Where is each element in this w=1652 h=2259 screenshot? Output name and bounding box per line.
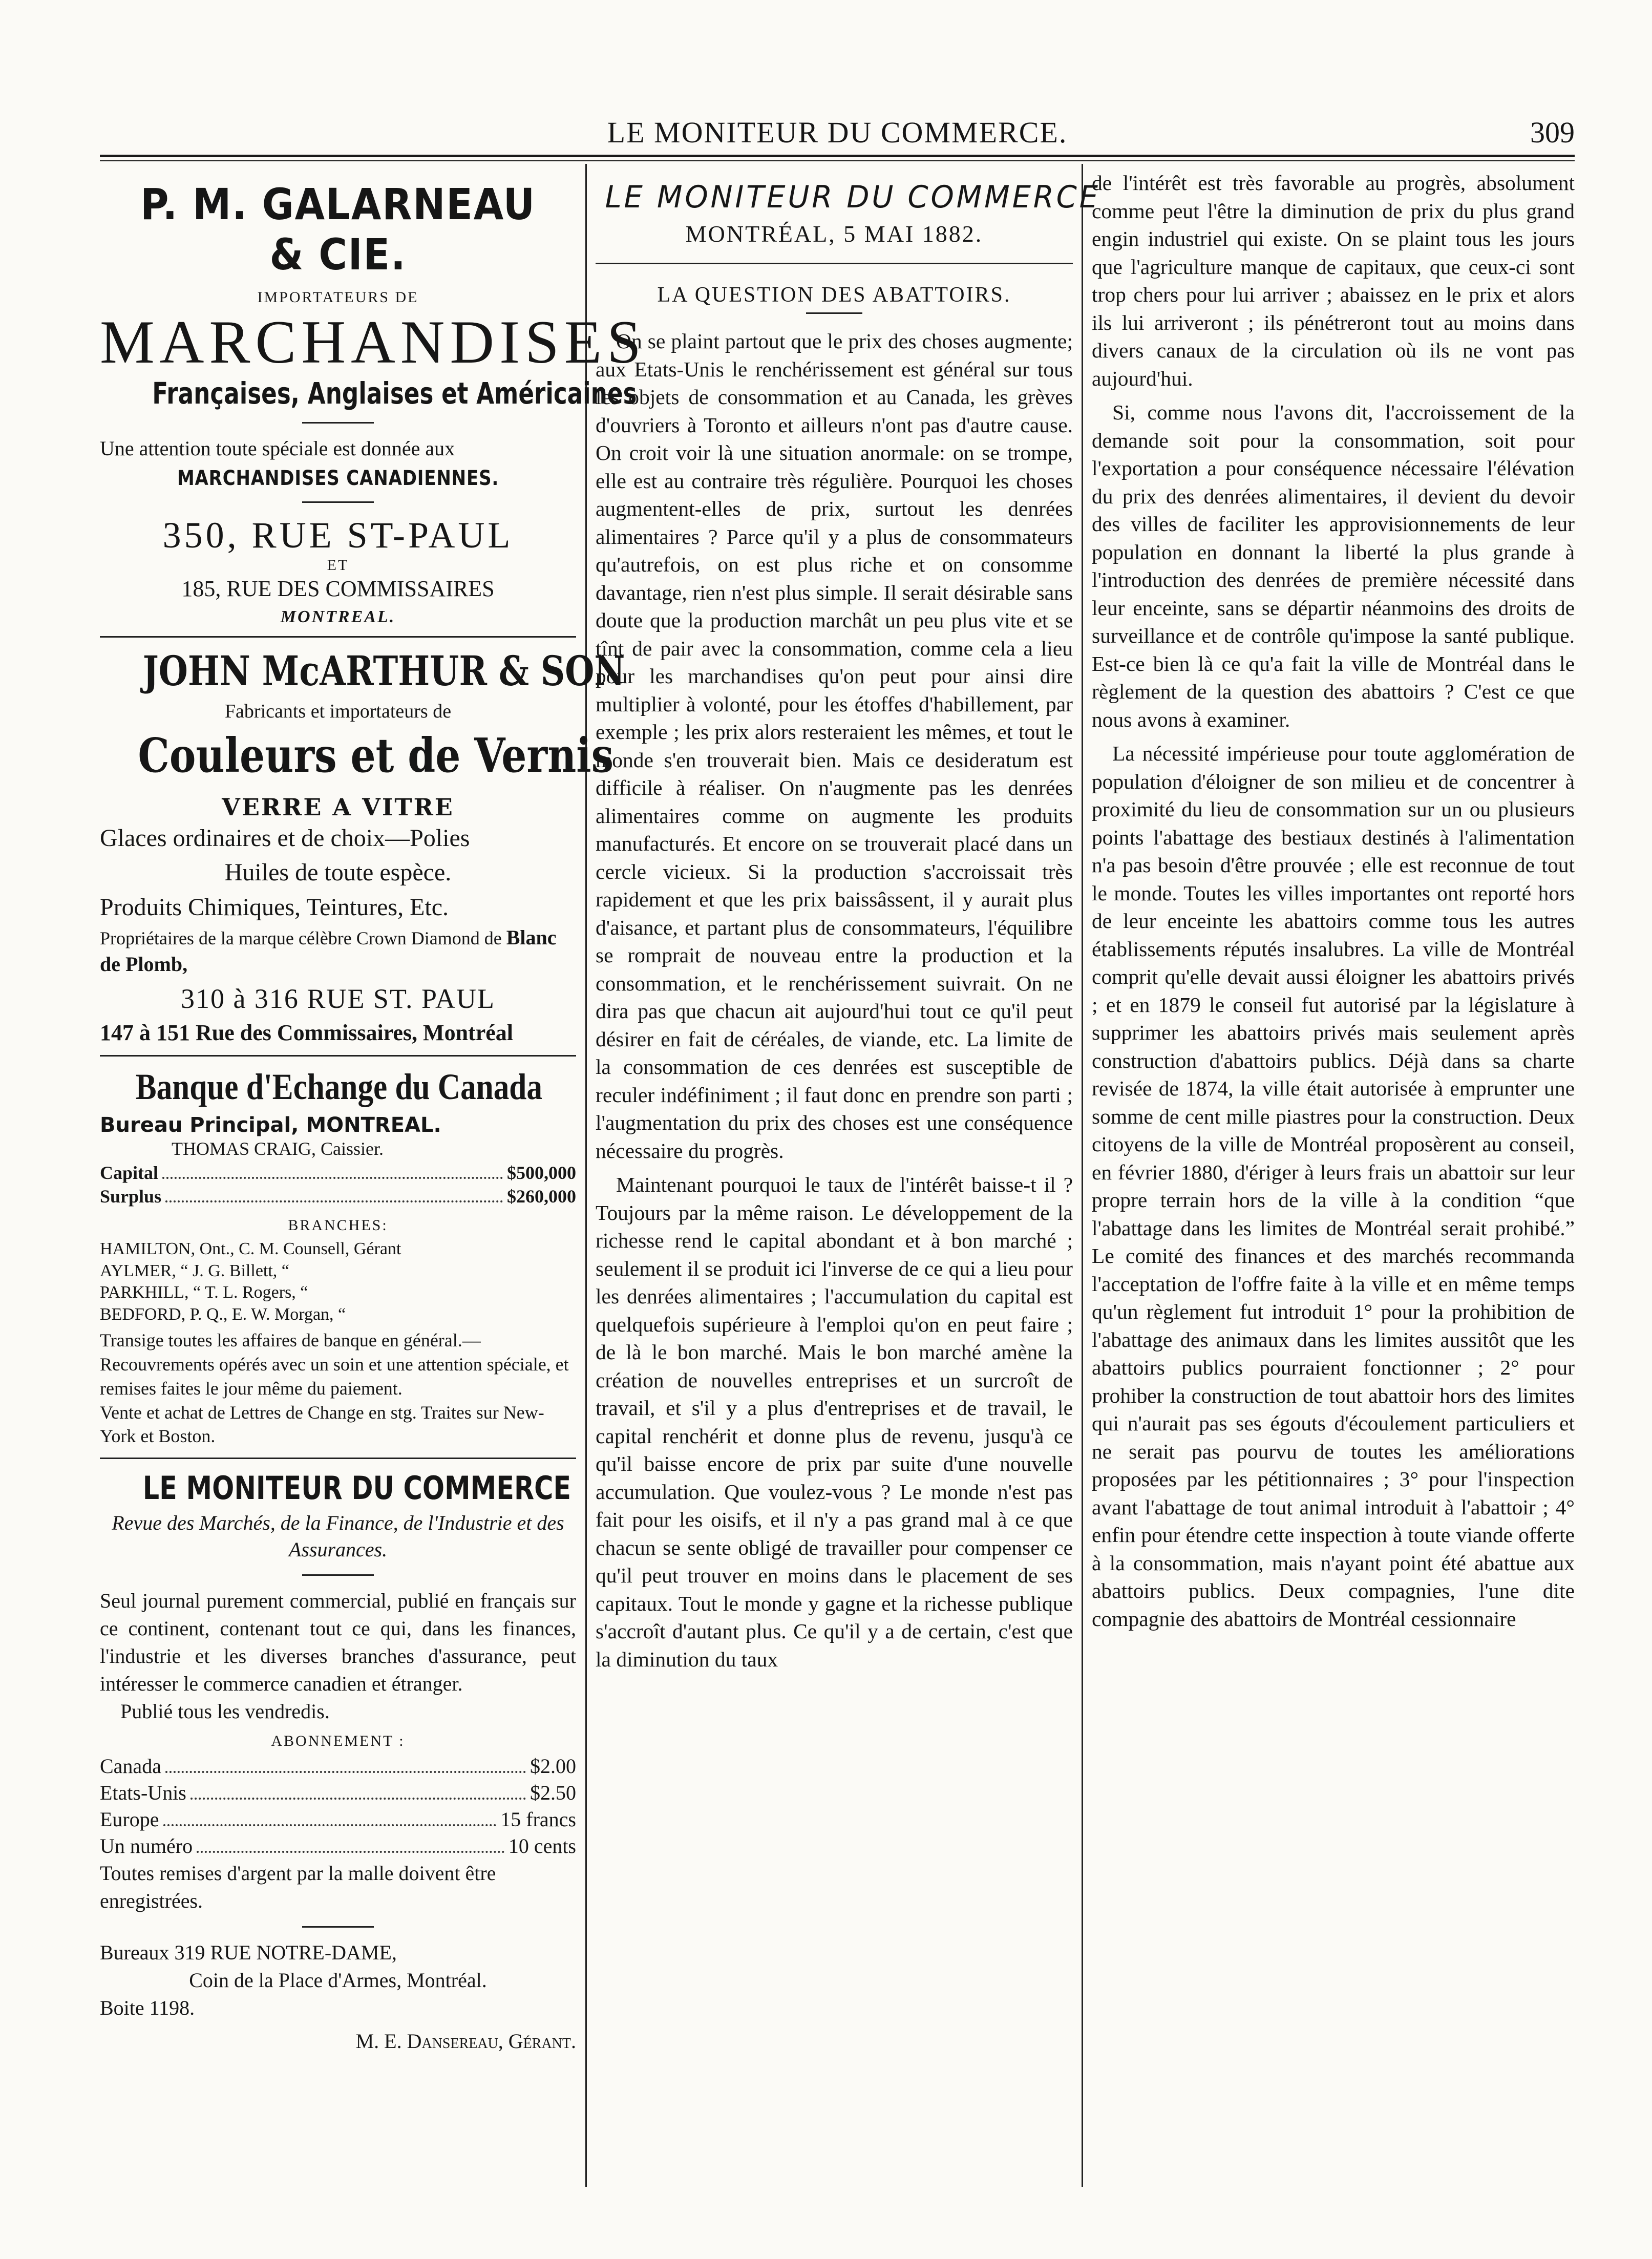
divider xyxy=(100,1458,576,1459)
divider xyxy=(806,312,862,314)
ad-address: 350, RUE ST-PAUL xyxy=(162,515,514,556)
price-row xyxy=(100,1833,576,1860)
ad-box: Boite 1198. xyxy=(100,1996,195,2020)
dot-leader xyxy=(165,1771,526,1773)
header-rule xyxy=(100,155,1575,161)
advertisement-column xyxy=(100,169,646,2197)
ad-title: LE MONITEUR DU COMMERCE xyxy=(142,1469,571,1507)
article-title: LA QUESTION DES ABATTOIRS. xyxy=(657,283,1011,307)
price-row xyxy=(100,1780,576,1806)
price-label: Etats-Unis xyxy=(100,1781,186,1805)
article-column-2 xyxy=(1092,169,1575,2197)
masthead: LE MONITEUR DU COMMERCE xyxy=(605,179,1100,215)
ad-text: Une attention toute spéciale est donnée aux xyxy=(100,437,455,460)
ad-tagline: IMPORTATEURS DE xyxy=(257,289,419,306)
ad-surplus-row xyxy=(100,1185,576,1209)
price-row xyxy=(100,1753,576,1780)
ad-city: MONTREAL. xyxy=(280,607,396,627)
ad-subheadline: Françaises, Anglaises et Américaines xyxy=(152,376,637,411)
ad-text xyxy=(100,924,576,978)
branches-heading: BRANCHES: xyxy=(288,1217,388,1234)
divider xyxy=(596,263,1073,264)
column-rule xyxy=(1082,164,1083,2187)
branch-line: AYLMER, “ J. G. Billett, “ xyxy=(100,1261,289,1280)
article-paragraph: La nécessité impérieuse pour toute agglomération de population d'éloigner de son milieu et de concentrer à proximité du lieu de consommation sur un ou plusieurs points l'abattage des bestiaux destinés à l'alimentation n'a pas besoin d'être prouvée ; elle est reconnue de tout le monde. Toutes les villes importantes ont reporté hors de leur enceinte les abattoirs comme tous les autres établissements réputés insalubres. La ville de Montréal comprit qu'elle devait aussi éloigner les abattoirs privés ; et en 1879 le conseil fut autorisé par la législature à supprimer les abattoirs privés mais seulement après construction d'abattoirs publics. Déjà dans sa charte revisée de 1874, la ville était autorisée à emprunter une somme de cent mille piastres pour la construction. Deux citoyens de la ville de Montréal proposèrent au conseil, en février 1880, d'ériger à leurs frais un abattoir sur leur propre terrain hors de la ville à la condition “que l'abattage dans les limites de Montréal serait prohibé.” Le comité des finances et des marchés recommanda l'acceptation de l'offre faite à la ville et en même temps qu'un règlement fut introduit 1° pour la prohibition de l'abattage des animaux dans les limites aussitôt que les abattoirs publics pourraient fonctionner ; 2° pour prohiber la construction de tout abattoir hors des limites qui n'aurait pas ses égouts d'écoulement particuliers et ne serait pas pourvu de toutes les améliorations proposées par les pétitionnaires ; 3° pour l'inspection avant l'abattage de tout animal introduit à l'abattoir ; 4° enfin pour étendre cette inspection à toute viande offerte à la consommation, mais n'ayant point été abattue aux abattoirs publics. Deux compagnies, l'une dite compagnie des abattoirs de Montréal cessionnaire xyxy=(1092,742,1575,1631)
ad-address: 147 à 151 Rue des Commissaires, Montréal xyxy=(100,1020,513,1045)
ad-text-bold: MARCHANDISES CANADIENNES. xyxy=(177,467,499,490)
ad-text: Huiles de toute espèce. xyxy=(224,859,452,886)
ad-galarneau xyxy=(100,179,646,627)
column-rule xyxy=(585,164,587,2187)
dot-leader xyxy=(197,1851,504,1853)
branch-line: BEDFORD, P. Q., E. W. Morgan, “ xyxy=(100,1304,346,1324)
price-row xyxy=(100,1806,576,1833)
ad-text: Transige toutes les affaires de banque en général.—Recouvrements opérés avec un soin et une attention spéciale, et remises faites le jour même du paiement. xyxy=(100,1330,569,1399)
ad-tagline: Fabricants et importateurs de xyxy=(224,701,452,723)
ad-firm-name: P. M. GALARNEAU & CIE. xyxy=(140,179,536,280)
running-head xyxy=(100,115,1575,156)
ad-text: Glaces ordinaires et de choix—Polies xyxy=(100,825,470,852)
article-column-1 xyxy=(596,169,1100,2197)
ad-bank-office: Bureau Principal, MONTREAL. xyxy=(100,1113,441,1137)
ad-address: 310 à 316 RUE ST. PAUL xyxy=(180,983,496,1014)
article-paragraph: Maintenant pourquoi le taux de l'intérêt baisse-t il ? Toujours par la même raison. Le développement de la richesse rend le capital abondant et à bon marché ; seulement il se produit ici l'inverse de ce qui a lieu pour les denrées alimentaires ; l'accumulation du capital est quelquefois supérieure à l'emploi qu'on en peut faire ; de là le bon marché. Mais le bon marché amène la création de nouvelles entreprises et un surcroît de travail, et s'il y a plus d'entreprises et de travail, le capital renchérit et donne plus de revenu, jusqu'à ce qu'il baisse encore de prix par suite d'une nouvelle accumulation. Que voulez-vous ? Le monde n'est pas fait pour les oisifs, et il n'y a pas grand mal à ce que chacun se sente obligé de travailler pour compenser ce qu'il peut trouver en moins dans le placement de ses capitaux. Tout le monde y gagne et la richesse publique s'accroît d'autant plus. Ce qu'il y a de certain, c'est que la diminution du taux xyxy=(596,1173,1073,1671)
dot-leader xyxy=(163,1824,497,1826)
ad-bank-name: Banque d'Echange du Canada xyxy=(135,1066,542,1107)
price-label: Europe xyxy=(100,1808,159,1831)
surplus-label: Surplus xyxy=(100,1186,162,1207)
ad-headline: MARCHANDISES xyxy=(100,308,646,376)
article-paragraph: de l'intérêt est très favorable au progrès, absolument comme peut l'être la diminution de prix du plus grand engin industriel qui existe. On se plaint tous les jours que l'agriculture manque de capitaux, que ceux-ci sont trop chers pour lui arriver ; abaissez en le prix et alors ils lui arriveront ; ils pénétreront tout au moins dans divers canaux de la circulation où ils ne vont pas aujourd'hui. xyxy=(1092,171,1575,390)
ad-capital-row xyxy=(100,1161,576,1185)
ad-banque xyxy=(100,1066,576,1448)
ad-mcarthur xyxy=(100,647,625,1046)
price-value: 15 francs xyxy=(500,1808,576,1831)
surplus-value: $260,000 xyxy=(507,1186,576,1207)
divider xyxy=(302,1574,374,1576)
ad-firm-name: JOHN McARTHUR & SON xyxy=(142,647,625,695)
ad-manager: M. E. Dansereau, Gérant. xyxy=(355,2030,576,2053)
ad-subtitle: Revue des Marchés, de la Finance, de l'Industrie et des Assurances. xyxy=(112,1511,564,1561)
price-value: $2.50 xyxy=(530,1781,576,1805)
branch-line: HAMILTON, Ont., C. M. Counsell, Gérant xyxy=(100,1239,401,1259)
ad-text: Produits Chimiques, Teintures, Etc. xyxy=(100,893,449,921)
ad-headline: Couleurs et de Vernis xyxy=(138,728,614,784)
branch-line: PARKHILL, “ T. L. Rogers, “ xyxy=(100,1283,308,1302)
ad-subheadline: VERRE A VITRE xyxy=(222,793,454,821)
article-paragraph: Si, comme nous l'avons dit, l'accroissement de la demande soit pour la consommation, soit pour l'exportation a pour conséquence nécessaire l'élévation du prix des denrées alimentaires, il devient du devoir des villes de faciliter les approvisionnements de leur population en donnant la liberté la plus grande à l'introduction des denrées de première nécessité dans leur enceinte, sans se départir néanmoins des droits de surveillance et de contrôle qu'impose la santé publique. Est-ce bien là ce qu'a fait la ville de Montréal dans le règlement de la question des abattoirs ? C'est ce que nous avons à examiner. xyxy=(1092,400,1575,731)
price-label: Un numéro xyxy=(100,1834,193,1858)
ad-text: Publié tous les vendredis. xyxy=(120,1700,330,1723)
divider xyxy=(302,422,374,424)
ad-address: Bureaux 319 RUE NOTRE-DAME, xyxy=(100,1941,397,1965)
article-paragraph: On se plaint partout que le prix des choses augmente; aux Etats-Unis le renchérissement est général sur tous les objets de consommation et au Canada, les grèves d'ouvriers à Toronto et ailleurs n'ont pas d'autre cause. On croit voir là une situation anormale: on se trompe, elle est au contraire très régulière. Pourquoi les choses augmentent-elles de prix, surtout les denrées alimentaires ? Parce qu'il y a plus de consommateurs qu'autrefois, on est plus riche et on consomme davantage, rien n'est plus simple. Il serait désirable sans doute que la production marchât un peu plus vite et se tînt de pair avec la consommation, comme cela a lieu pour les marchandises qu'on peut pour ainsi dire multiplier à volonté, pour les étoffes d'habillement, par exemple ; les prix alors resteraient les mêmes, et tout le monde s'en trouverait bien. Mais ce desideratum est difficile à réaliser. On n'augmente pas les denrées alimentaires comme on augmente les produits manufacturés. Et encore on se trouverait placé dans un cercle vicieux. Si la production s'accroissait très rapidement et que les prix baissâssent, il y aurait plus d'aisance, et partant plus de consommateurs, l'équilibre se romprait de nouveau entre la production et la consommation, et le renchérissement suivrait. On ne dira pas que chacun ait aujourd'hui tout ce qu'il peut désirer en fait de céréales, de viande, etc. La limite de la consommation de ces denrées est susceptible de reculer indéfiniment ; il faut donc en prendre son parti ; l'augmentation du prix des choses est une conséquence nécessaire du progrès. xyxy=(596,329,1073,1163)
divider xyxy=(302,501,374,503)
ad-address: Coin de la Place d'Armes, Montréal. xyxy=(189,1969,487,1992)
price-value: $2.00 xyxy=(530,1755,576,1778)
ad-address: 185, RUE DES COMMISSAIRES xyxy=(181,576,495,601)
price-label: Canada xyxy=(100,1755,161,1778)
running-title: LE MONITEUR DU COMMERCE. xyxy=(607,116,1068,149)
ad-moniteur xyxy=(100,1469,576,2053)
divider xyxy=(100,1055,576,1057)
ad-brand: Blanc de Plomb, xyxy=(100,925,557,976)
subscription-heading: ABONNEMENT : xyxy=(271,1733,405,1750)
divider xyxy=(302,1926,374,1928)
dateline: MONTRÉAL, 5 MAI 1882. xyxy=(685,221,983,247)
ad-text-part: Propriétaires de la marque célèbre Crown Diamond de xyxy=(100,927,502,948)
capital-label: Capital xyxy=(100,1162,159,1183)
capital-value: $500,000 xyxy=(507,1162,576,1183)
ad-text: Seul journal purement commercial, publié en français sur ce continent, contenant tout ce qui, dans les finances, l'industrie et les diverses branches d'assurance, peut intéresser le commerce canadien et étranger. xyxy=(100,1589,576,1696)
dot-leader xyxy=(165,1200,503,1202)
dot-leader xyxy=(190,1798,526,1800)
ad-text: Vente et achat de Lettres de Change en stg. Traites sur New-York et Boston. xyxy=(100,1402,544,1447)
ad-text: Toutes remises d'argent par la malle doivent être enregistrées. xyxy=(100,1862,496,1913)
dot-leader xyxy=(162,1177,503,1179)
price-value: 10 cents xyxy=(508,1834,576,1858)
ad-cashier: THOMAS CRAIG, Caissier. xyxy=(172,1138,384,1159)
ad-conjunction: ET xyxy=(327,557,349,574)
page-number: 309 xyxy=(1530,116,1575,149)
divider xyxy=(100,636,576,638)
